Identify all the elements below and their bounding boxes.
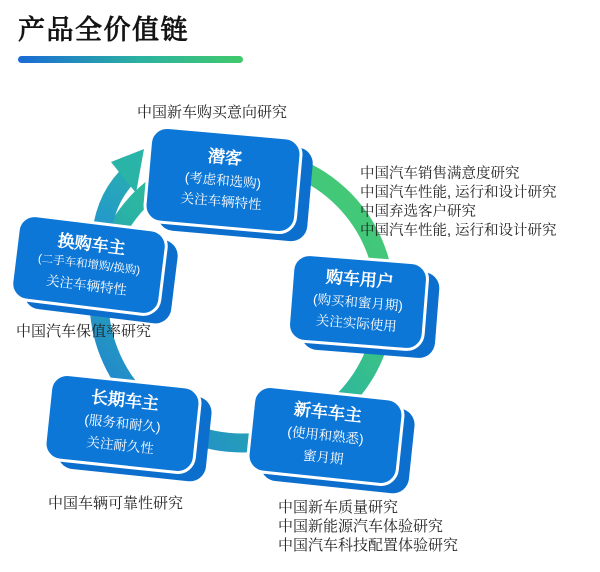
node-subtitle: (购买和蜜月期) (312, 291, 404, 314)
study-item: 中国汽车科技配置体验研究 (278, 537, 459, 554)
node-focus: 关注车辆特性 (180, 190, 263, 213)
study-item: 中国新车质量研究 (278, 499, 399, 516)
node-focus: 关注车辆特性 (45, 272, 128, 298)
annotation-residual-value-study: 中国汽车保值率研究 (16, 323, 152, 340)
node-subtitle: (考虑和选购) (184, 169, 262, 192)
node-prospect (142, 124, 304, 235)
study-item: 中国汽车性能, 运行和设计研究 (360, 185, 557, 201)
node-car-buyer (286, 252, 431, 353)
node-longterm-owner (42, 371, 203, 476)
node-title: 新车车主 (293, 400, 363, 427)
node-title: 潜客 (207, 146, 243, 169)
node-subtitle: (二手车和增购/换购) (37, 253, 141, 278)
study-item: 中国弃选客户研究 (360, 204, 476, 220)
flow-arrowhead-icon (111, 149, 144, 193)
node-focus: 关注实际使用 (315, 313, 398, 335)
study-item: 中国汽车销售满意度研究 (360, 166, 520, 182)
node-subtitle: (服务和耐久) (83, 412, 162, 436)
annotation-dependability-study: 中国车辆可靠性研究 (48, 495, 184, 512)
node-title: 购车用户 (325, 267, 395, 292)
node-subtitle: (使用和熟悉) (286, 424, 365, 448)
node-new-car-owner (245, 383, 406, 488)
node-focus: 蜜月期 (302, 447, 345, 467)
page-title: 产品全价值链 (18, 15, 189, 45)
title-underline (18, 56, 243, 63)
annotation-right-study-list (360, 165, 557, 241)
node-title: 长期车主 (90, 388, 160, 415)
annotation-bottom-right-study-list (278, 498, 458, 555)
node-focus: 关注耐久性 (85, 434, 155, 457)
node-title: 换购车主 (56, 230, 127, 258)
study-item: 中国汽车性能, 运行和设计研究 (360, 223, 557, 239)
annotation-purchase-intent-study: 中国新车购买意向研究 (137, 104, 288, 121)
study-item: 中国新能源汽车体验研究 (278, 518, 444, 535)
node-repurchase-owner (8, 212, 170, 318)
